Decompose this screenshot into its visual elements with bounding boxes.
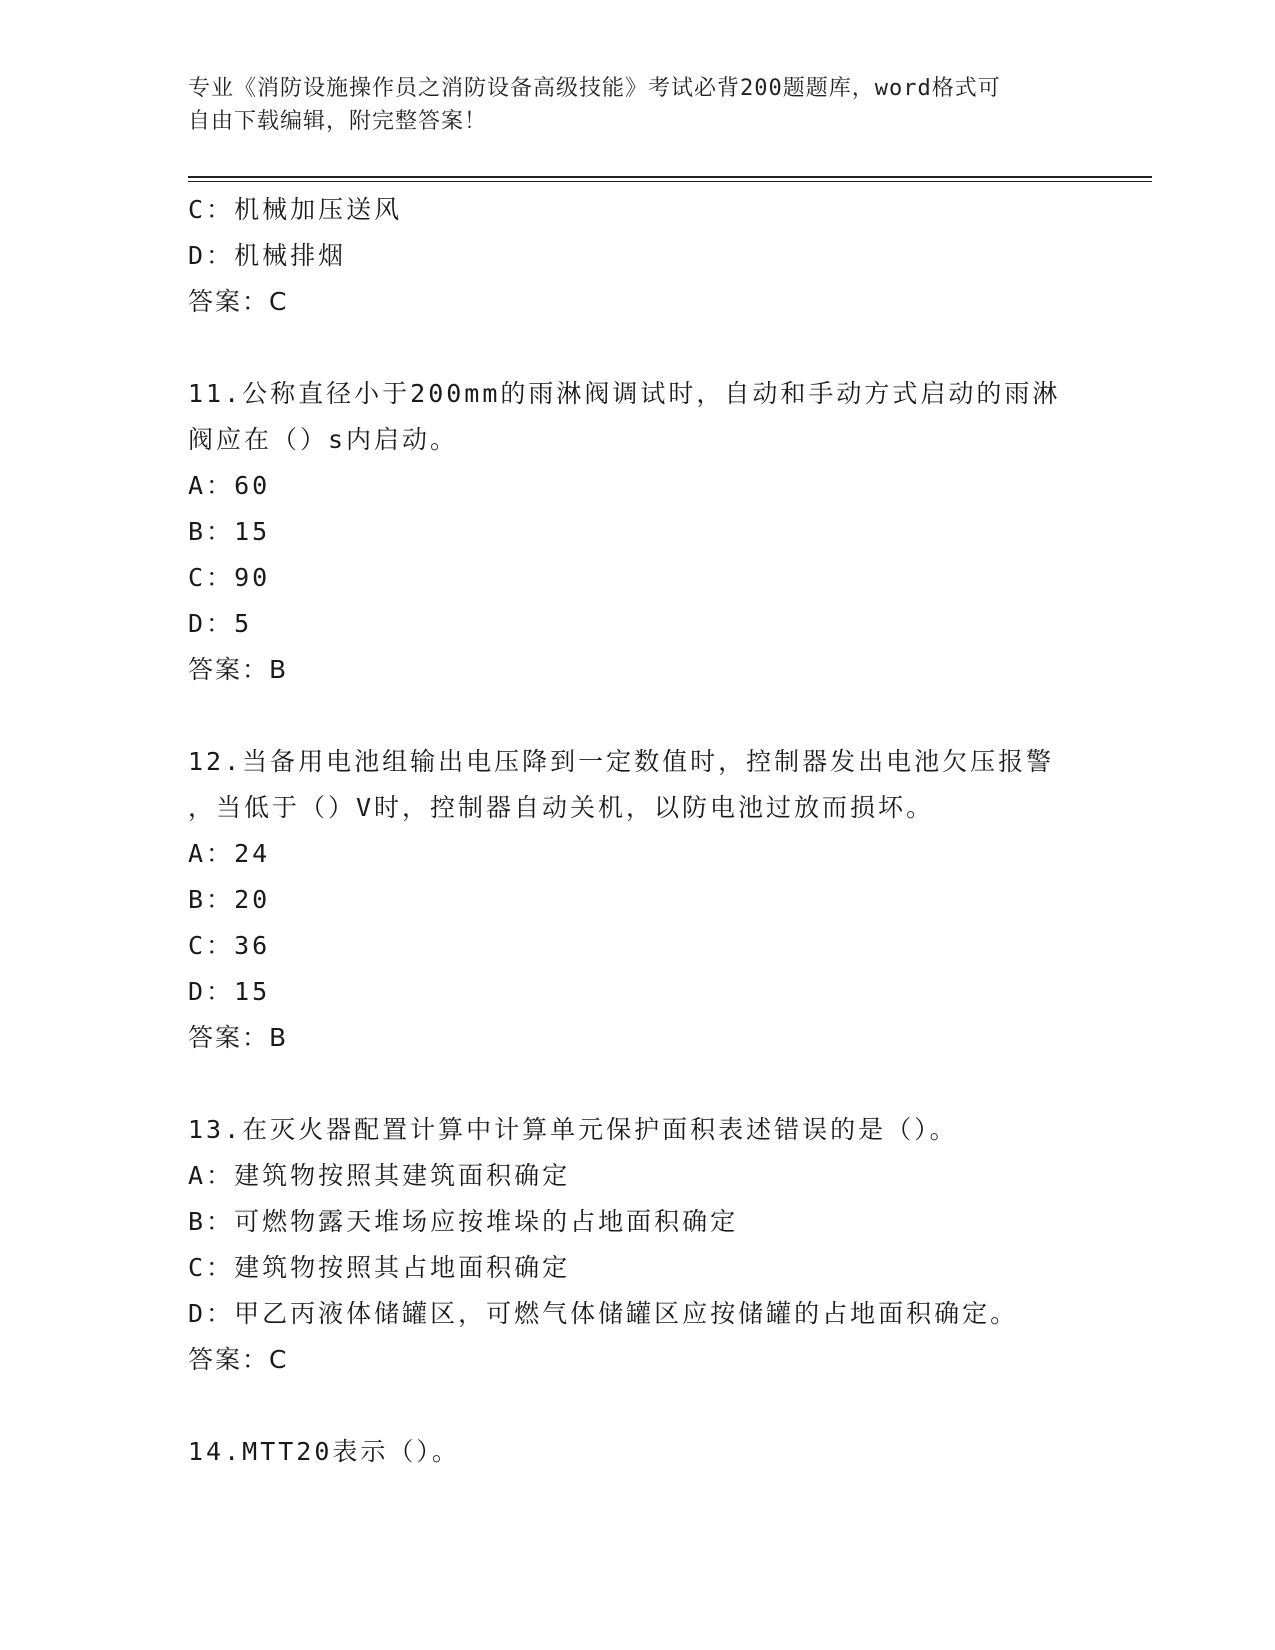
option-c: C：90: [188, 563, 271, 592]
answer: 答案：B: [188, 655, 289, 684]
question-stem: 11.公称直径小于200mm的雨淋阀调试时，自动和手动方式启动的雨淋: [188, 379, 1061, 408]
answer: 答案：C: [188, 1345, 289, 1374]
answer: 答案：B: [188, 1023, 289, 1052]
question-11: [188, 371, 1088, 693]
question-list: [188, 187, 1088, 1475]
option-b: B：20: [188, 885, 271, 914]
question-stem: 13.在灭火器配置计算中计算单元保护面积表述错误的是（）。: [188, 1115, 958, 1144]
question-12: [188, 739, 1088, 1061]
option-d: D：5: [188, 609, 253, 638]
option-a: A：建筑物按照其建筑面积确定: [188, 1161, 571, 1190]
option-d: D：甲乙丙液体储罐区，可燃气体储罐区应按储罐的占地面积确定。: [188, 1299, 1019, 1328]
question-stem-cont: 阀应在（）s内启动。: [188, 425, 459, 454]
option-b: B：可燃物露天堆场应按堆垛的占地面积确定: [188, 1207, 739, 1236]
question-10-tail: [188, 187, 1088, 325]
option-a: A：60: [188, 471, 271, 500]
question-stem-cont: ，当低于（）V时，控制器自动关机，以防电池过放而损坏。: [188, 793, 935, 822]
option-c: C：机械加压送风: [188, 195, 403, 224]
document-header: [188, 72, 1088, 138]
option-d: D：机械排烟: [188, 241, 347, 270]
option-a: A：24: [188, 839, 271, 868]
question-13: [188, 1107, 1088, 1383]
option-c: C：36: [188, 931, 271, 960]
question-14: [188, 1429, 1088, 1475]
option-d: D：15: [188, 977, 271, 1006]
header-line-1: 专业《消防设施操作员之消防设备高级技能》考试必背200题题库，word格式可: [188, 76, 1001, 101]
option-b: B：15: [188, 517, 271, 546]
header-divider-thin: [188, 181, 1152, 182]
option-c: C：建筑物按照其占地面积确定: [188, 1253, 571, 1282]
question-stem: 12.当备用电池组输出电压降到一定数值时，控制器发出电池欠压报警: [188, 747, 1055, 776]
header-line-2: 自由下载编辑，附完整答案！: [188, 109, 488, 134]
header-divider-thick: [188, 176, 1152, 178]
answer: 答案：C: [188, 287, 289, 316]
question-stem: 14.MTT20表示（）。: [188, 1437, 460, 1466]
